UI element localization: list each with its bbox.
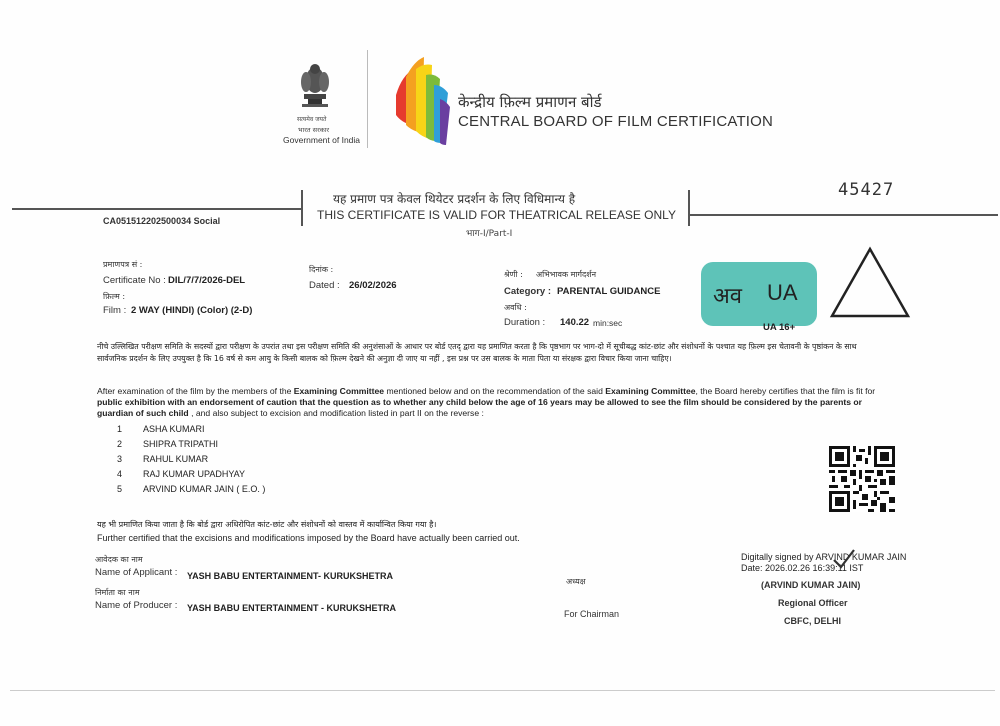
- government-of-india-label: Government of India: [283, 135, 361, 145]
- certificate-number: DIL/7/7/2026-DEL: [168, 275, 246, 286]
- committee-member-number: 2: [117, 439, 123, 449]
- further-certified-english: Further certified that the excisions and modifications imposed by the Board have actually been carried out.: [97, 533, 520, 543]
- emblem: [292, 58, 338, 116]
- banner-line-right: [688, 214, 998, 216]
- hindi-certification-text: नीचे उल्लिखित परीक्षण समिति के सदस्यों द्वारा परीक्षण के उपरांत तथा इस परीक्षण समिति की अनुशंसाओं के आधार पर बोर्ड एतद् द्वारा यह प्रमाणित करता है कि पृष्ठभाग पर भाग-दो में सूचीबद्ध कांट-छांट और संशोधनों के पश्चात यह फ़िल्म इस चेतावनी के पृष्ठांकन के साथ सार्वजनिक प्रदर्शन के लिए उपयुक्त है कि 16 वर्ष से कम आयु के किसी बालक को फ़िल्म देखने की अनुज्ञा दी जाए या नहीं , इस प्रश्न पर उस बालक के माता पिता या संरक्षक द्वारा विचार किया जाना चाहिए।: [97, 342, 857, 363]
- board-name-hindi: केन्द्रीय फ़िल्म प्रमाणन बोर्ड: [458, 93, 602, 111]
- validity-english: THIS CERTIFICATE IS VALID FOR THEATRICAL RELEASE ONLY: [317, 208, 676, 222]
- triangle-symbol-icon: [829, 246, 911, 320]
- warning-triangle: [829, 246, 911, 320]
- rating-badge: [701, 262, 817, 326]
- rating-age: UA 16+: [763, 322, 796, 333]
- committee-member: [117, 484, 377, 499]
- chairman-english: For Chairman: [564, 609, 620, 619]
- validity-hindi: यह प्रमाण पत्र केवल थियेटर प्रदर्शन के लिए विधिमान्य है: [333, 192, 576, 206]
- duration-label: Duration :: [504, 317, 546, 328]
- committee-list: [117, 424, 377, 499]
- duration-unit: min:sec: [593, 318, 623, 328]
- chairman-hindi: अध्यक्ष: [566, 577, 586, 586]
- english-text-part-1: After examination of the film by the members of the: [97, 386, 294, 396]
- board-name-english: CENTRAL BOARD OF FILM CERTIFICATION: [458, 113, 774, 130]
- qr-code: [829, 446, 895, 512]
- date-value: 26/02/2026: [349, 280, 397, 291]
- category-value-hindi: अभिभावक मार्गदर्शन: [536, 270, 597, 279]
- certificate-label-hindi: प्रमाणपत्र सं :: [103, 260, 143, 269]
- banner-line-left: [12, 208, 302, 210]
- banner-bracket-left: [301, 190, 303, 226]
- film-title: 2 WAY (HINDI) (Color) (2-D): [131, 305, 253, 316]
- cbfc-logo: [392, 55, 452, 147]
- banner-bracket-right: [688, 190, 690, 226]
- english-certification-text: [97, 386, 887, 419]
- rating-hindi: अव: [713, 284, 743, 309]
- reference-code: CA051512202500034 Social: [103, 216, 221, 226]
- producer-label: Name of Producer :: [95, 600, 178, 611]
- producer-label-hindi: निर्माता का नाम: [95, 588, 140, 597]
- film-label-hindi: फ़िल्म :: [103, 292, 126, 301]
- date-label: Dated :: [309, 280, 340, 291]
- signature-checkmark: [832, 548, 856, 570]
- digital-signature-line-1: Digitally signed by ARVIND KUMAR JAIN: [741, 552, 907, 562]
- ashoka-emblem-icon: [292, 58, 338, 116]
- applicant-label: Name of Applicant :: [95, 567, 178, 578]
- digital-signature-line-2: Date: 2026.02.26 16:39:11 IST: [741, 563, 864, 573]
- certificate-label: Certificate No :: [103, 275, 166, 286]
- committee-member-number: 1: [117, 424, 123, 434]
- header-divider: [367, 50, 368, 148]
- emblem-caption-hindi-2: भारत सरकार: [298, 126, 330, 134]
- serial-number: 45427: [838, 180, 895, 200]
- category-label: Category :: [504, 286, 551, 297]
- date-label-hindi: दिनांक :: [309, 265, 334, 274]
- committee-member: [117, 439, 377, 454]
- bottom-edge-line: [10, 690, 995, 691]
- committee-member-number: 3: [117, 454, 123, 464]
- qr-code-icon: [829, 446, 895, 512]
- english-text-bold-2: Examining Committee: [605, 386, 696, 396]
- checkmark-icon: [832, 548, 856, 570]
- further-certified-hindi: यह भी प्रमाणित किया जाता है कि बोर्ड द्वारा अधिरोपित कांट-छांट और संशोधनों को वास्तव में कार्यान्वित किया गया है।: [97, 520, 437, 529]
- committee-member-number: 4: [117, 469, 123, 479]
- english-text-part-3: , the Board hereby certifies that the film is fit for: [695, 386, 876, 396]
- english-text-part-2: mentioned below and on the recommendation of the said: [384, 386, 606, 396]
- duration-label-hindi: अवधि :: [504, 303, 527, 312]
- committee-member: [117, 454, 377, 469]
- emblem-caption-hindi-1: सत्यमेव जयते: [297, 116, 327, 123]
- film-label: Film :: [103, 305, 127, 316]
- producer-name: YASH BABU ENTERTAINMENT - KURUKSHETRA: [187, 603, 397, 613]
- signatory-name: (ARVIND KUMAR JAIN): [761, 580, 861, 590]
- validity-part: भाग-I/Part-I: [466, 229, 513, 239]
- category-value: PARENTAL GUIDANCE: [557, 286, 661, 297]
- committee-member-name: RAJ KUMAR UPADHYAY: [143, 469, 246, 479]
- committee-member-name: ASHA KUMARI: [143, 424, 205, 434]
- committee-member: [117, 469, 377, 484]
- committee-member-name: RAHUL KUMAR: [143, 454, 209, 464]
- english-text-bold-1: Examining Committee: [293, 386, 385, 396]
- signatory-office: CBFC, DELHI: [784, 616, 841, 626]
- applicant-label-hindi: आवेदक का नाम: [95, 555, 143, 564]
- rating-code: UA: [767, 280, 798, 305]
- english-text-part-4: , and also subject to excision and modification listed in part II on the reverse :: [188, 408, 484, 418]
- english-text-bold-3: public exhibition with an endorsement of caution that the question as to whether any child below the age of 16 years may be allowed to see the film should be considered by the parents or guardian of such child: [97, 397, 862, 418]
- committee-member: [117, 424, 377, 439]
- duration-value: 140.22: [560, 317, 590, 328]
- category-label-hindi: श्रेणी :: [504, 270, 523, 279]
- committee-member-name: ARVIND KUMAR JAIN ( E.O. ): [143, 484, 266, 494]
- applicant-name: YASH BABU ENTERTAINMENT- KURUKSHETRA: [187, 571, 394, 581]
- committee-member-name: SHIPRA TRIPATHI: [143, 439, 219, 449]
- signatory-designation: Regional Officer: [778, 598, 848, 608]
- committee-member-number: 5: [117, 484, 123, 494]
- cbfc-logo-icon: [392, 55, 452, 147]
